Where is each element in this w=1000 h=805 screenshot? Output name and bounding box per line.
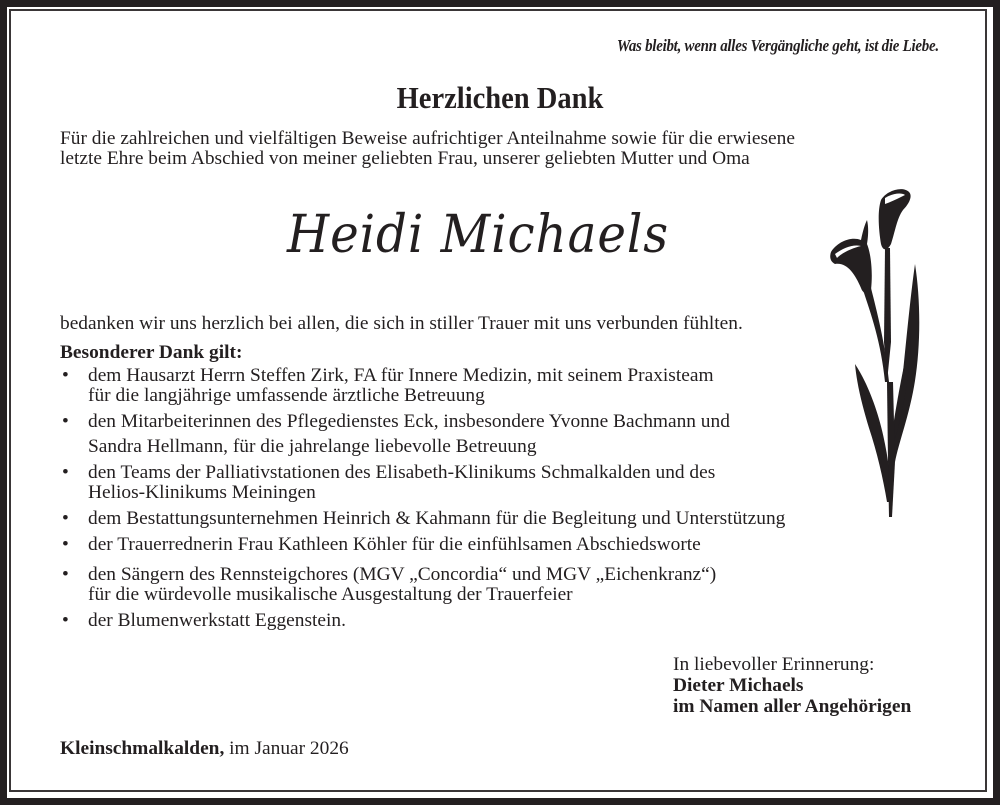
list-item-line-1: der Blumenwerkstatt Eggenstein.: [88, 610, 346, 631]
list-item: [60, 611, 785, 631]
bullet-icon: •: [62, 610, 69, 631]
date-text: im Januar 2026: [224, 738, 349, 759]
list-item-line-2: für die würdevolle musikalische Ausgestaltung der Trauerfeier: [88, 584, 573, 605]
list-item-line-2: für die langjährige umfassende ärztliche Betreuung: [88, 385, 485, 406]
list-item-line-1: den Teams der Palliativstationen des Elisabeth-Klinikums Schmalkalden und des: [88, 462, 716, 483]
place-date: [60, 738, 349, 760]
signoff-intro: In liebevoller Erinnerung:: [673, 654, 875, 675]
signoff-on-behalf: im Namen aller Angehörigen: [673, 696, 912, 717]
list-item-line-1: den Mitarbeiterinnen des Pflegedienstes Eck, insbesondere Yvonne Bachmann und: [88, 411, 730, 432]
thanks-sentence: bedanken wir uns herzlich bei allen, die sich in stiller Trauer mit uns verbunden fühlten.: [60, 313, 743, 334]
list-item-line-1: dem Hausarzt Herrn Steffen Zirk, FA für Innere Medizin, mit seinem Praxisteam: [88, 365, 714, 386]
list-item: [60, 509, 785, 529]
special-thanks-list: [60, 366, 785, 631]
bullet-icon: •: [62, 365, 69, 386]
motto-quote: Was bleibt, wenn alles Vergängliche geht, ist die Liebe.: [617, 36, 939, 55]
list-item: [60, 463, 785, 503]
bullet-icon: •: [62, 411, 69, 432]
bullet-icon: •: [62, 534, 69, 555]
bullet-icon: •: [62, 564, 69, 585]
list-item-line-1: dem Bestattungsunternehmen Heinrich & Kahmann für die Begleitung und Unterstützung: [88, 508, 786, 529]
list-item: [60, 366, 785, 406]
bullet-icon: •: [62, 508, 69, 529]
list-item-line-1: der Trauerrednerin Frau Kathleen Köhler für die einfühlsamen Abschiedsworte: [88, 534, 701, 555]
special-thanks-heading: Besonderer Dank gilt:: [60, 342, 243, 363]
list-item: [60, 565, 785, 605]
list-item: [60, 535, 785, 555]
deceased-name: Heidi Michaels: [287, 205, 670, 265]
list-item: [60, 412, 785, 457]
bullet-icon: •: [62, 462, 69, 483]
notice-title: Herzlichen Dank: [396, 80, 604, 115]
intro-paragraph: [60, 129, 795, 169]
place-name: Kleinschmalkalden,: [60, 738, 225, 759]
intro-line-2: letzte Ehre beim Abschied von meiner geliebten Frau, unserer geliebten Mutter und Oma: [60, 148, 750, 169]
list-item-line-1: den Sängern des Rennsteigchores (MGV „Concordia“ und MGV „Eichenkranz“): [88, 564, 717, 585]
signoff-block: [673, 654, 911, 717]
list-item-line-2: Helios-Klinikums Meiningen: [88, 482, 316, 503]
intro-line-1: Für die zahlreichen und vielfältigen Beweise aufrichtiger Anteilnahme sowie für die erwiesene: [60, 128, 795, 149]
signoff-name: Dieter Michaels: [673, 675, 804, 696]
calla-lily-icon: [825, 182, 925, 522]
list-item-line-2: Sandra Hellmann, für die jahrelange liebevolle Betreuung: [88, 436, 537, 457]
